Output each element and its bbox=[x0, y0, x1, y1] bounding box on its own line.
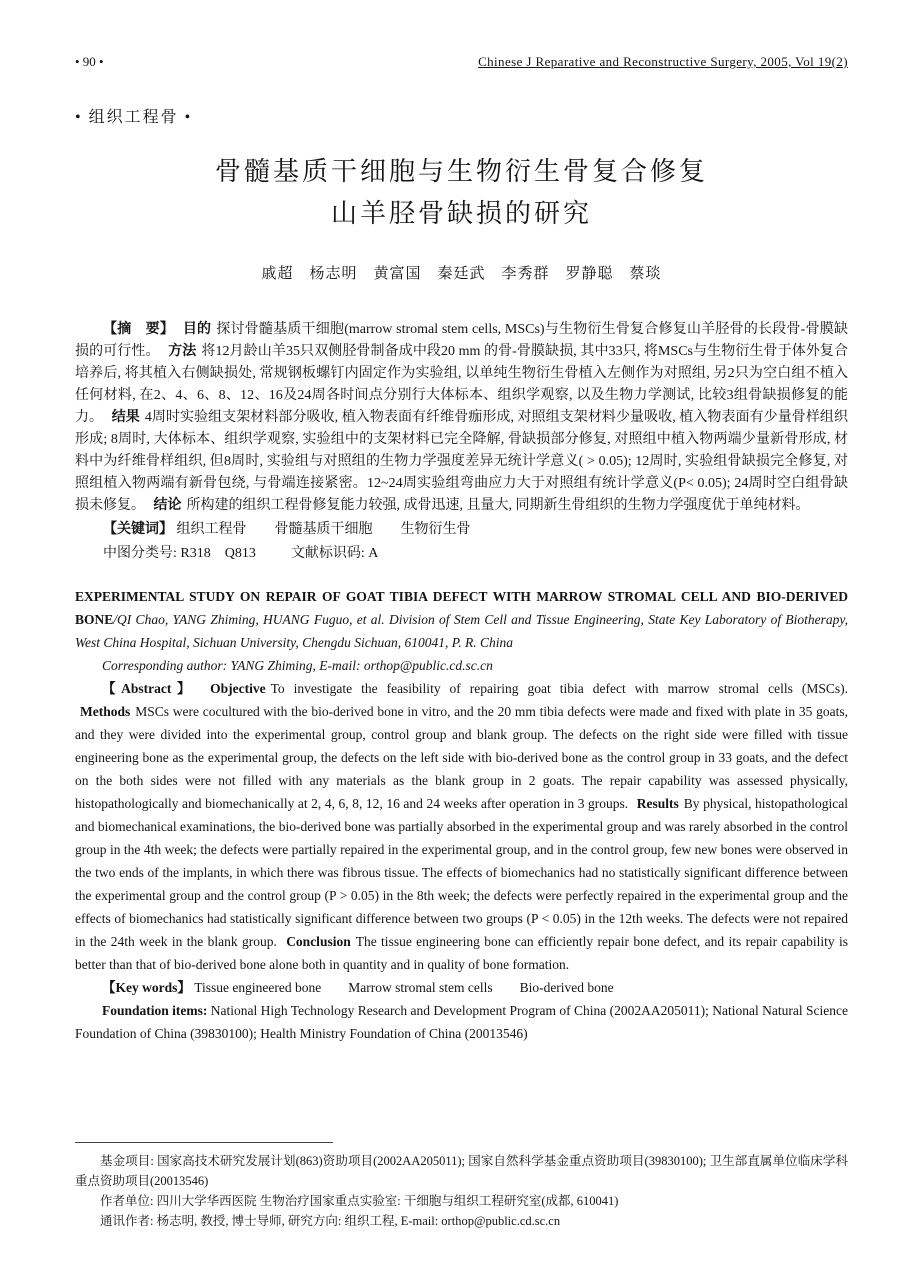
column-section-label: • 组织工程骨 • bbox=[75, 109, 193, 126]
journal-citation: Chinese J Reparative and Reconstructive Surgery, 2005, Vol 19(2) bbox=[478, 54, 848, 69]
english-affiliation: /QI Chao, YANG Zhiming, HUANG Fuguo, et al. Division of Stem Cell and Tissue Engineering, State Key Laboratory of Biotherapy, West China Hospital, Sichuan University, Chengdu Sichuan, 610041, P. R. China bbox=[75, 612, 848, 651]
article-title-line2: 山羊胫骨缺损的研究 bbox=[330, 198, 592, 228]
objective-cn-label: 目的 bbox=[182, 322, 212, 338]
keywords-en bbox=[75, 976, 848, 999]
footnote-fund: 基金项目: 国家高技术研究发展计划(863)资助项目(2002AA205011); 国家自然科学基金重点资助项目(39830100); 卫生部直属单位临床学科重点资助项目(20013546) bbox=[75, 1154, 848, 1188]
page-header bbox=[75, 54, 848, 70]
article-title bbox=[75, 151, 848, 234]
objective-cn-text: 探讨骨髓基质干细胞(marrow stromal stem cells, MSCs)与生物衍生骨复合修复山羊胫骨的长段骨-骨膜缺损的可行性。 bbox=[75, 322, 849, 360]
keywords-en-label: 【Key words】 bbox=[102, 980, 191, 996]
footnote-block bbox=[75, 1142, 848, 1231]
corresponding-author-line: Corresponding author: YANG Zhiming, E-mail: orthop@public.cd.sc.cn bbox=[102, 658, 493, 674]
conclusion-en-label: Conclusion bbox=[286, 934, 351, 950]
page-number: • 90 • bbox=[75, 54, 104, 69]
english-title-block bbox=[75, 585, 848, 654]
keywords-cn-label: 【关键词】 bbox=[103, 522, 173, 538]
footnote-rule bbox=[75, 1142, 333, 1143]
footnote-affiliation: 作者单位: 四川大学华西医院 生物治疗国家重点实验室: 干细胞与组织工程研究室(成都, 610041) bbox=[100, 1194, 619, 1208]
clc-line bbox=[75, 543, 848, 565]
conclusion-en-text: The tissue engineering bone can efficiently repair bone defect, and its repair capability is better than that of bio-derived bone alone both in quantity and in quality of bone formation. bbox=[75, 934, 849, 973]
abstract-cn-label: 【摘 要】 bbox=[103, 322, 175, 338]
objective-en-label: Objective bbox=[210, 681, 266, 697]
keywords-cn bbox=[75, 519, 848, 541]
english-title: EXPERIMENTAL STUDY ON REPAIR OF GOAT TIBIA DEFECT WITH MARROW STROMAL CELL AND BIO-DERIVED BONE bbox=[75, 589, 848, 628]
conclusion-cn-label: 结论 bbox=[153, 498, 182, 514]
doc-code-value: A bbox=[368, 546, 379, 562]
authors-line: 戚超 杨志明 黄富国 秦廷武 李秀群 罗静聪 蔡琰 bbox=[261, 266, 662, 283]
abstract-en-label: 【Abstract】 bbox=[102, 681, 197, 697]
methods-cn-text: 将12月龄山羊35只双侧胫骨制备成中段20 mm 的骨-骨膜缺损, 其中33只, 将MSCs与生物衍生骨于体外复合培养后, 将其植入右侧缺损处, 常规钢板螺钉内固定作为实验组, 以单纯生物衍生骨植入左侧作为对照组, 另2只为空白组不植入任何材料, 在2、4、6、8、12、16及24周各时间点分别行大体标本、组织学观察, 以及生物力学测试, 比较3组骨缺损修复的能力。 bbox=[75, 344, 849, 426]
footnote-contact: 通讯作者: 杨志明, 教授, 博士导师, 研究方向: 组织工程, E-mail: orthop@public.cd.sc.cn bbox=[100, 1214, 561, 1228]
foundation-items bbox=[75, 999, 848, 1045]
methods-en-text: MSCs were cocultured with the bio-derived bone in vitro, and the 20 mm tibia defects were made and fixed with plate in 35 goats, and they were divided into the experimental group, control group and blank group. The defects on the right side were filled with tissue engineering bone as the experimental group, the defects on the left side with bio-derived bone as the control group in 33 goats, and the defect on the both sides were not filled with any materials as the blank group in 2 goats. The repair capability was assessed physically, histopathologically and biomechanically at 2, 4, 6, 8, 12, 16 and 24 weeks after operation in 3 groups. bbox=[75, 704, 848, 812]
methods-cn-label: 方法 bbox=[168, 344, 197, 360]
foundation-text: National High Technology Research and Development Program of China (2002AA205011); National Natural Science Foundation of China (39830100); Health Ministry Foundation of China (20013546) bbox=[75, 1003, 848, 1042]
foundation-label: Foundation items: bbox=[102, 1003, 208, 1019]
abstract-en bbox=[75, 677, 848, 976]
objective-en-text: To investigate the feasibility of repairing goat tibia defect with marrow stromal cells (MSCs). bbox=[270, 681, 848, 697]
methods-en-label: Methods bbox=[80, 704, 131, 720]
clc-label: 中图分类号: bbox=[103, 546, 177, 562]
results-en-label: Results bbox=[636, 796, 679, 812]
results-cn-label: 结果 bbox=[111, 410, 140, 426]
article-title-line1: 骨髓基质干细胞与生物衍生骨复合修复 bbox=[214, 157, 708, 186]
results-en-text: By physical, histopathological and biomechanical examinations, the bio-derived bone was partially absorbed in the experimental group and was rarely absorbed in the control group in the 4th week; the defects were partially repaired in the experimental group, and in the control group, few new bones were observed in the two ends of the implants, in which there was fibrous tissue. The effects of biomechanics had no statistically significant difference between the experimental group and the control group (P > 0.05) in the 8th week; the defects were perfectly repaired in the experimental group and the effects of biomechanics had statistically significant difference between two groups (P < 0.05) in the 12th weeks. The defects were not repaired in the 24th week in the blank group. bbox=[75, 796, 848, 950]
abstract-cn bbox=[75, 319, 848, 517]
doc-code-label: 文献标识码: bbox=[290, 546, 365, 562]
clc-value: R318 Q813 bbox=[180, 546, 256, 562]
results-cn-text: 4周时实验组支架材料部分吸收, 植入物表面有纤维骨痂形成, 对照组支架材料少量吸收, 植入物表面有少量骨样组织形成; 8周时, 大体标本、组织学观察, 实验组中的支架材料已完全降解, 骨缺损部分修复, 对照组中植入物两端少量新骨形成, 材料中为纤维骨样组织, 但8周时, 实验组与对照组的生物力学强度差异无统计学意义( > 0.05); 12周时, 实验组骨缺损完全修复, 对照组植入物两端有新骨包绕, 与骨端连接紧密。12~24周实验组弯曲应力大于对照组有统计学意义(P< 0.05); 24周时空白组骨缺损未修复。 bbox=[75, 410, 848, 514]
keywords-cn-text: 组织工程骨 骨髓基质干细胞 生物衍生骨 bbox=[176, 522, 471, 538]
keywords-en-text: Tissue engineered bone Marrow stromal stem cells Bio-derived bone bbox=[194, 980, 614, 996]
conclusion-cn-text: 所构建的组织工程骨修复能力较强, 成骨迅速, 且量大, 同期新生骨组织的生物力学强度优于单纯材料。 bbox=[186, 498, 810, 514]
